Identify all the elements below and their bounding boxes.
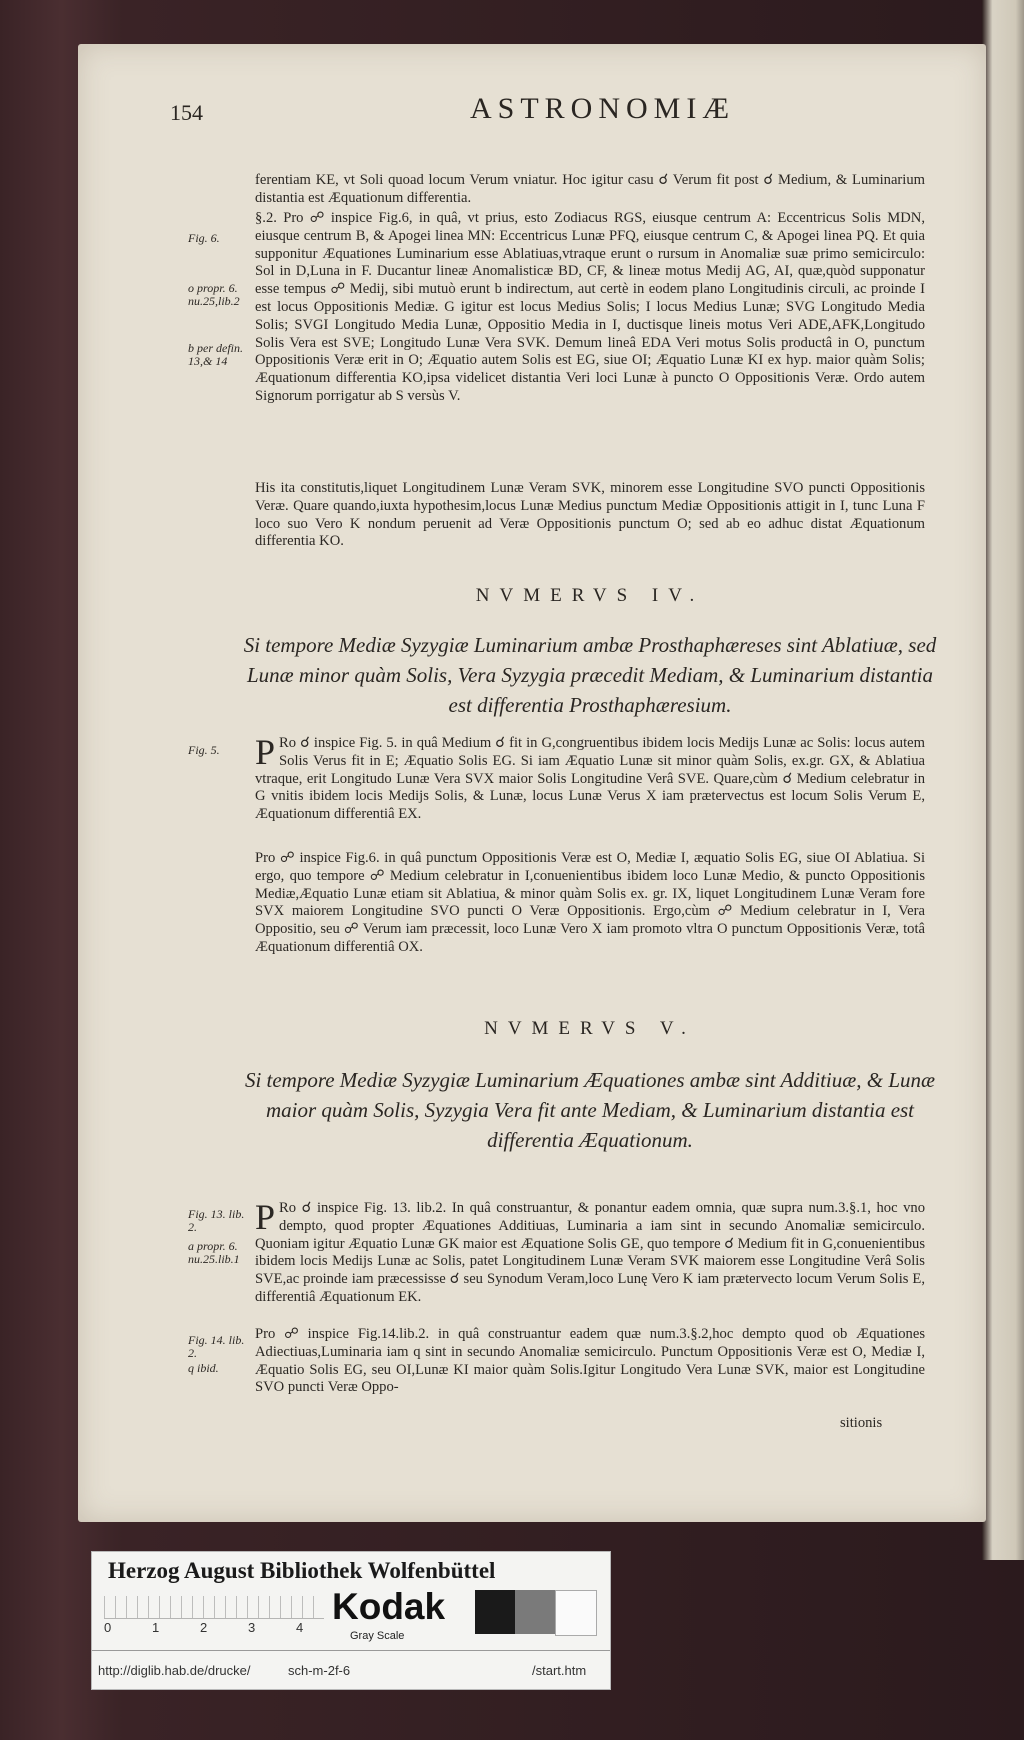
margin-note-q-ibid: q ibid.: [188, 1361, 219, 1375]
paragraph-5: Pro ☍ inspice Fig.6. in quâ punctum Oppositionis Veræ est O, Mediæ I, æquatio Solis EG, siue OI Ablatiua. Si ergo, quo tempore ☍ Medium celebratur in I,conuenientibus ibidem loco Lunæ Medio, & puncto Oppositionis Mediæ,Æquatio Lunæ etiam sit Ablatiua, & minor quàm Solis ex. gr. IX, liquet Longitudinem Lunæ Veram fore SVX maiorem Longitudine SVO puncti O Veræ Oppositionis. Ergo,cùm ☍ Medium celebratur in I, Vera Oppositio, seu ☍ Verum iam præcessit, loco Lunæ Vero X iam promoto vltra O punctum Oppositionis Veræ, totâ Æquationum differentiâ OX.: [255, 850, 925, 955]
library-label-card: [91, 1551, 611, 1690]
paragraph-6-text: Ro ☌ inspice Fig. 13. lib.2. In quâ construantur, & ponantur eadem omnia, quæ supra num.3.§.1, hoc vno dempto, quod propter Æquationes Additiuas, Luminaria a iam sint in secundo Anomaliæ semicirculo. Quoniam igitur Æquatio Lunæ GK maior est Æquatione Solis GE, quo tempore ☌ Medium fit in G,conuenientibus ibidem locis Medijs Lunæ ac Solis, patet Longitudinem Lunæ Veram SVK maiorem esse Longitudine Verâ Solis SVE,ac proinde iam præcessisse ☌ seu Synodum Veram,loco Lunę Vero K iam prætervecto locum Verum Solis E, differentiâ Æquationum EK.: [255, 1200, 925, 1305]
kodak-logo: Kodak: [332, 1586, 446, 1627]
paragraph-3: His ita constitutis,liquet Longitudinem Lunæ Veram SVK, minorem esse Longitudine SVO puncti Oppositionis Veræ. Quare quando,iuxta hypothesim,locus Lunæ Medius punctum Mediæ Oppositionis attigit in I, tunc Luna F loco suo Vero K nondum peruenit ad Veræ Oppositionis punctum O; sed ab eo adhuc distat Æquationum differentia KO.: [255, 480, 925, 550]
margin-note-b-per: b per defin. 13,& 14: [188, 341, 243, 368]
ruler-number: 0: [104, 1620, 112, 1635]
paragraph-4: [255, 732, 925, 824]
margin-note-fig5: Fig. 5.: [188, 743, 220, 757]
dropcap-4: P: [255, 732, 276, 772]
gray-patch-black: [475, 1590, 515, 1634]
start-link[interactable]: /start.htm: [532, 1663, 587, 1678]
margin-note-a-propr: a propr. 6. nu.25.lib.1: [188, 1239, 240, 1266]
margin-note-fig14: Fig. 14. lib. 2.: [188, 1333, 245, 1360]
margin-note-fig6: Fig. 6.: [188, 231, 220, 245]
shelfmark-text: sch-m-2f-6: [288, 1663, 351, 1678]
catchword: sitionis: [840, 1415, 883, 1431]
url-text[interactable]: http://diglib.hab.de/drucke/: [98, 1663, 251, 1678]
dropcap-5: P: [255, 1197, 276, 1237]
margin-note-fig13: Fig. 13. lib. 2.: [188, 1207, 245, 1234]
paragraph-6: [255, 1197, 925, 1307]
paragraph-4-text: Ro ☌ inspice Fig. 5. in quâ Medium ☌ fit in G,congruentibus ibidem locis Medijs Lunæ ac Solis: locus autem Solis Verus fit in E; Æquatio Solis EG. Si iam Æquatio Lunæ sit minor quàm Solis, ex.gr. GX, & Ablatiua vtraque, erit Longitudo Lunæ Vera SVX maior Solis Longitudine Verâ SVE. Quare,cùm ☌ Medium celebratur in G vnitis ibidem locis Medijs Solis, & Lunæ, locus Lunæ Verus X iam prætervectus est locum Solis Verum E, Æquationum differentiâ EX.: [255, 735, 925, 823]
paragraph-7: Pro ☍ inspice Fig.14.lib.2. in quâ construantur eadem quæ num.3.§.2,hoc dempto quod ob Æquationes Adiectiuas,Luminaria iam q sint in secundo Anomaliæ semicirculo. Punctum Oppositionis Veræ est O, Mediæ I, Æquatio Solis EG, seu OI,Lunæ KI maior quàm Solis.Igitur Longitudo Vera Lunæ SVK, maior est Longitudine SVO puncti Veræ Oppo-: [255, 1326, 925, 1396]
library-name: Herzog August Bibliothek Wolfenbüttel: [108, 1558, 496, 1583]
section-title-5: Si tempore Mediæ Syzygiæ Luminarium Æquationes ambæ sint Additiuæ, & Lunæ maior quàm Solis, Syzygia Vera fit ante Mediam, & Luminarium distantia est differentia Æquationum.: [244, 1068, 936, 1152]
url-row: [92, 1650, 610, 1689]
heading-numerus-4: NVMERVS IV.: [475, 585, 705, 606]
ruler-number: 4: [296, 1620, 304, 1635]
gray-patch-mid: [515, 1590, 555, 1634]
margin-note-o-propr: o propr. 6. nu.25,lib.2: [188, 281, 240, 308]
scale-ruler: [104, 1596, 324, 1619]
paragraph-2: §.2. Pro ☍ inspice Fig.6, in quâ, vt prius, esto Zodiacus RGS, eiusque centrum A: Eccentricus Solis MDN, eiusque centrum B, & Apogei linea MN: Eccentricus Lunæ PFQ, eiusque centrum C, & Apogei linea PQ. Et quia supponitur Æquationes Luminarium esse Ablatiuas,vtraque erunt o rursum in Anomaliæ suæ primo semicirculo: Sol in D,Luna in F. Ducantur lineæ Anomalisticæ BD, CF, & lineæ motus Medij AG, AI, quæ,quòd supponatur esse tempus ☍ Medij, sibi mutuò erunt b indirectum, aut certè in eodem plano Longitudinis circuli, ac proinde I est locus Oppositionis Mediæ. G igitur est locus Medius Solis; I locus Medius Lunæ; SVG Longitudo Media Solis; SVGI Longitudo Media Lunæ, Oppositio Media in I, ductisque lineis motus Veri ADE,AFK,Longitudo Solis Vera est SVE; Longitudo Lunæ Vera SVK. Demum lineâ EDA Veri motus Solis productâ in O, punctum Oppositionis Veræ erit in O; Æquatio autem Solis est EG, siue OI; Æquatio Lunæ KI ex hyp. maior quàm Solis; Æquationum differentia KO,ipsa videlicet distantia Veri loci Lunæ à puncto O Oppositionis Veræ. Ordo autem Signorum porrigatur ab S versùs V.: [255, 210, 925, 404]
ruler-number: 2: [200, 1620, 208, 1635]
section-title-4: Si tempore Mediæ Syzygiæ Luminarium ambæ Prosthaphæreses sint Ablatiuæ, sed Lunæ minor quàm Solis, Vera Syzygia præcedit Mediam, & Luminarium distantia est differentia Prosthaphæresium.: [243, 633, 937, 717]
page-number: 154: [170, 100, 203, 125]
paragraph-1: ferentiam KE, vt Soli quoad locum Verum vniatur. Hoc igitur casu ☌ Verum fit post ☌ Medium, & Luminarium distantia est Æquationum differentia.: [255, 172, 925, 206]
page-header: [170, 92, 930, 128]
gray-scale-label: Gray Scale: [350, 1630, 405, 1642]
gray-patch-white: [555, 1590, 597, 1636]
ruler-number: 3: [248, 1620, 256, 1635]
ruler-number: 1: [152, 1620, 160, 1635]
heading-numerus-5: NVMERVS V.: [484, 1018, 696, 1039]
ruler-numbers: [104, 1620, 324, 1636]
adjacent-page-edge: [982, 0, 1024, 1560]
running-title: ASTRONOMIÆ: [470, 92, 736, 125]
